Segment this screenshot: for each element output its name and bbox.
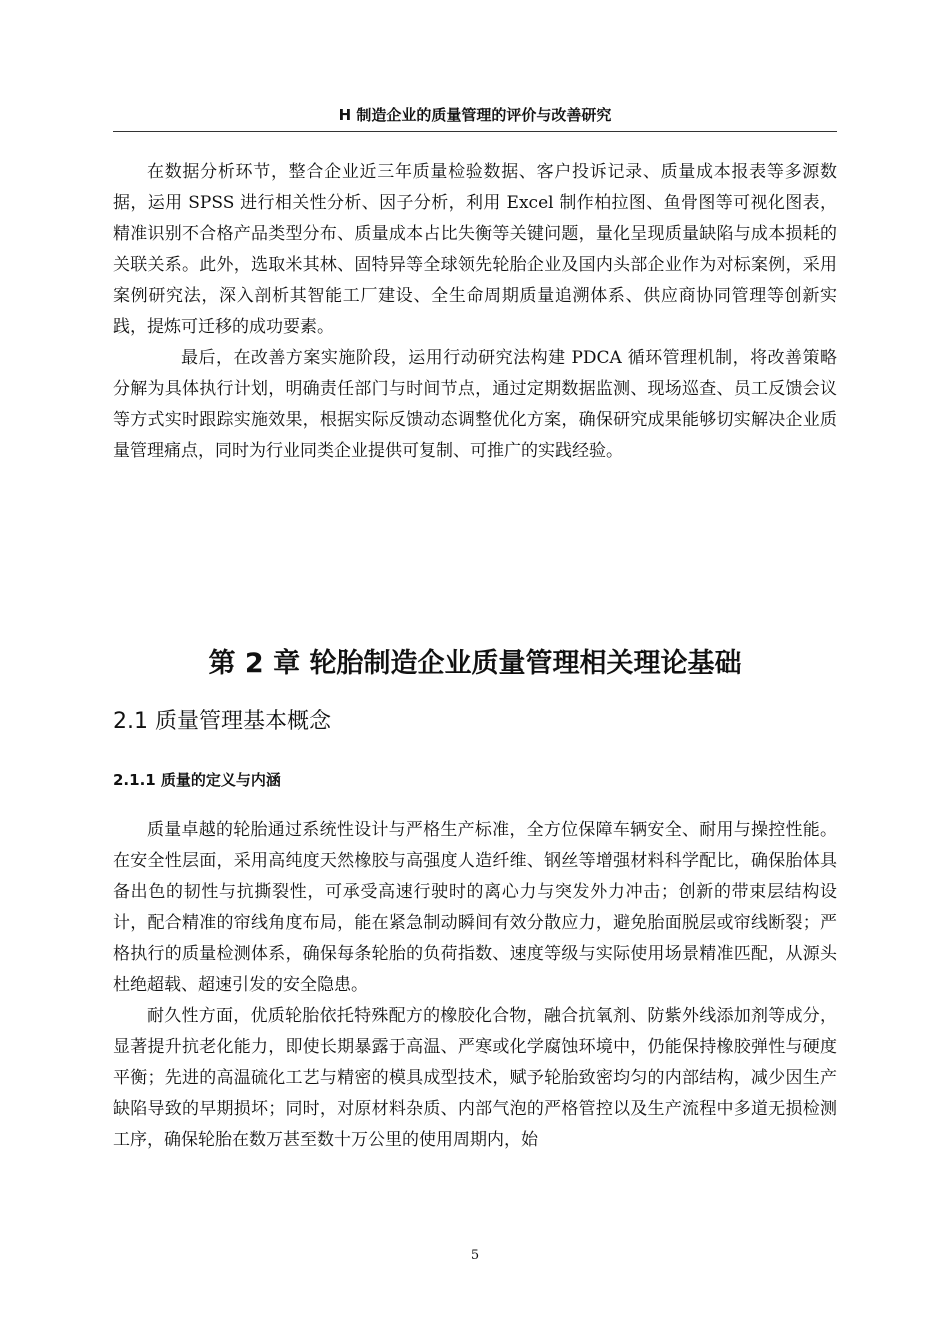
intro-text-block <box>113 157 837 467</box>
paragraph-implementation: 最后，在改善方案实施阶段，运用行动研究法构建 PDCA 循环管理机制，将改善策略分解为具体执行计划，明确责任部门与时间节点，通过定期数据监测、现场巡查、员工反馈会议等方式实时跟踪实施效果，根据实际反馈动态调整优化方案，确保研究成果能够切实解决企业质量管理痛点，同时为行业同类企业提供可复制、可推广的实践经验。 <box>113 348 837 461</box>
chapter-title: 第 2 章 轮胎制造企业质量管理相关理论基础 <box>208 648 742 679</box>
section-title: 2.1 质量管理基本概念 <box>113 709 331 734</box>
paragraph-durability: 耐久性方面，优质轮胎依托特殊配方的橡胶化合物，融合抗氧剂、防紫外线添加剂等成分，显著提升抗老化能力，即使长期暴露于高温、严寒或化学腐蚀环境中，仍能保持橡胶弹性与硬度平衡；先进的高温硫化工艺与精密的模具成型技术，赋予轮胎致密均匀的内部结构，减少因生产缺陷导致的早期损坏；同时，对原材料杂质、内部气泡的严格管控以及生产流程中多道无损检测工序，确保轮胎在数万甚至数十万公里的使用周期内，始 <box>113 1006 837 1150</box>
running-header: H 制造企业的质量管理的评价与改善研究 <box>113 104 837 132</box>
subsection-title: 2.1.1 质量的定义与内涵 <box>113 771 281 789</box>
section-body-block <box>113 815 837 1156</box>
paragraph-data-analysis: 在数据分析环节，整合企业近三年质量检验数据、客户投诉记录、质量成本报表等多源数据，运用 SPSS 进行相关性分析、因子分析，利用 Excel 制作柏拉图、鱼骨图等可视化图表，精准识别不合格产品类型分布、质量成本占比失衡等关键问题，量化呈现质量缺陷与成本损耗的关联关系。此外，选取米其林、固特异等全球领先轮胎企业及国内头部企业作为对标案例，采用案例研究法，深入剖析其智能工厂建设、全生命周期质量追溯体系、供应商协同管理等创新实践，提炼可迁移的成功要素。 <box>113 162 837 337</box>
page-number: 5 <box>470 1248 480 1263</box>
paragraph-safety: 质量卓越的轮胎通过系统性设计与严格生产标准，全方位保障车辆安全、耐用与操控性能。在安全性层面，采用高纯度天然橡胶与高强度人造纤维、钢丝等增强材料科学配比，确保胎体具备出色的韧性与抗撕裂性，可承受高速行驶时的离心力与突发外力冲击；创新的带束层结构设计，配合精准的帘线角度布局，能在紧急制动瞬间有效分散应力，避免胎面脱层或帘线断裂；严格执行的质量检测体系，确保每条轮胎的负荷指数、速度等级与实际使用场景精准匹配，从源头杜绝超载、超速引发的安全隐患。 <box>113 820 837 995</box>
